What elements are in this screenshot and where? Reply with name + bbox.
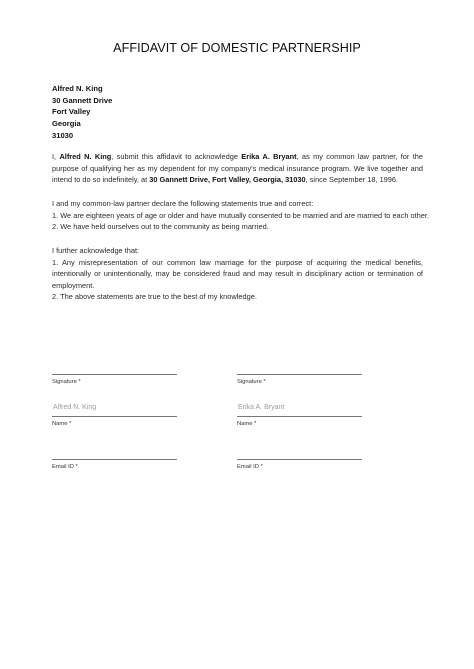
name-line: [237, 416, 362, 417]
right-signature-field[interactable]: [237, 374, 362, 385]
partner-name: Erika A. Bryant: [241, 152, 297, 161]
acknowledgement-item: 2. The above statements are true to the best of my knowledge.: [52, 292, 257, 302]
address-state: Georgia: [52, 119, 81, 129]
document-title: AFFIDAVIT OF DOMESTIC PARTNERSHIP: [113, 41, 361, 55]
right-email-field[interactable]: [237, 459, 362, 470]
statement-paragraph: [52, 151, 423, 186]
declaration-item: 1. We are eighteen years of age or older and have mutually consented to be married and are married to each other.: [52, 210, 430, 220]
right-name-field[interactable]: [237, 403, 362, 427]
address-zip: 31030: [52, 130, 74, 140]
signature-label: Signature *: [237, 379, 266, 385]
signature-label: Signature *: [52, 379, 81, 385]
declarant-name: Alfred N. King: [59, 152, 112, 161]
signature-line: [52, 374, 177, 375]
email-line: [237, 459, 362, 460]
email-label: Email ID *: [52, 464, 78, 470]
address-block: [52, 83, 112, 142]
statement-text: , as my common law partner, for the purpose of qualifying her as my dependent for my company's medical insurance program. We live together and intend to do so indefinitely, at: [52, 152, 423, 185]
address-city: Fort Valley: [52, 107, 91, 117]
name-value: Alfred N. King: [53, 404, 97, 411]
address-street: 30 Gannett Drive: [52, 95, 113, 105]
statement-text: , submit this affidavit to acknowledge: [111, 152, 242, 161]
acknowledgement-section: [52, 245, 423, 303]
email-line: [52, 459, 177, 460]
left-email-field[interactable]: [52, 459, 177, 470]
name-value: Erika A. Bryant: [238, 404, 285, 411]
statement-text: , since September 18, 1996.: [305, 175, 399, 185]
name-label: Name *: [52, 421, 72, 427]
declaration-section: [52, 198, 430, 233]
acknowledgement-item: 1. Any misrepresentation of our common law marriage for the purpose of acquiring the medical benefits, intentionally or unintentionally, may be considered fraud and may result in disciplinary action or termination of employment.: [52, 257, 423, 290]
signature-line: [237, 374, 362, 375]
residence-address: 30 Gannett Drive, Fort Valley, Georgia, 31030: [149, 175, 306, 185]
statement-text: I,: [52, 152, 60, 161]
left-signature-field[interactable]: [52, 374, 177, 385]
declaration-item: 2. We have held ourselves out to the community as being married.: [52, 222, 269, 232]
name-line: [52, 416, 177, 417]
left-name-field[interactable]: [52, 403, 177, 427]
name-label: Name *: [237, 421, 257, 427]
declaration-intro: I and my common-law partner declare the following statements true and correct:: [52, 199, 314, 208]
email-label: Email ID *: [237, 464, 263, 470]
address-name: Alfred N. King: [52, 84, 103, 93]
acknowledgement-intro: I further acknowledge that:: [52, 246, 140, 255]
